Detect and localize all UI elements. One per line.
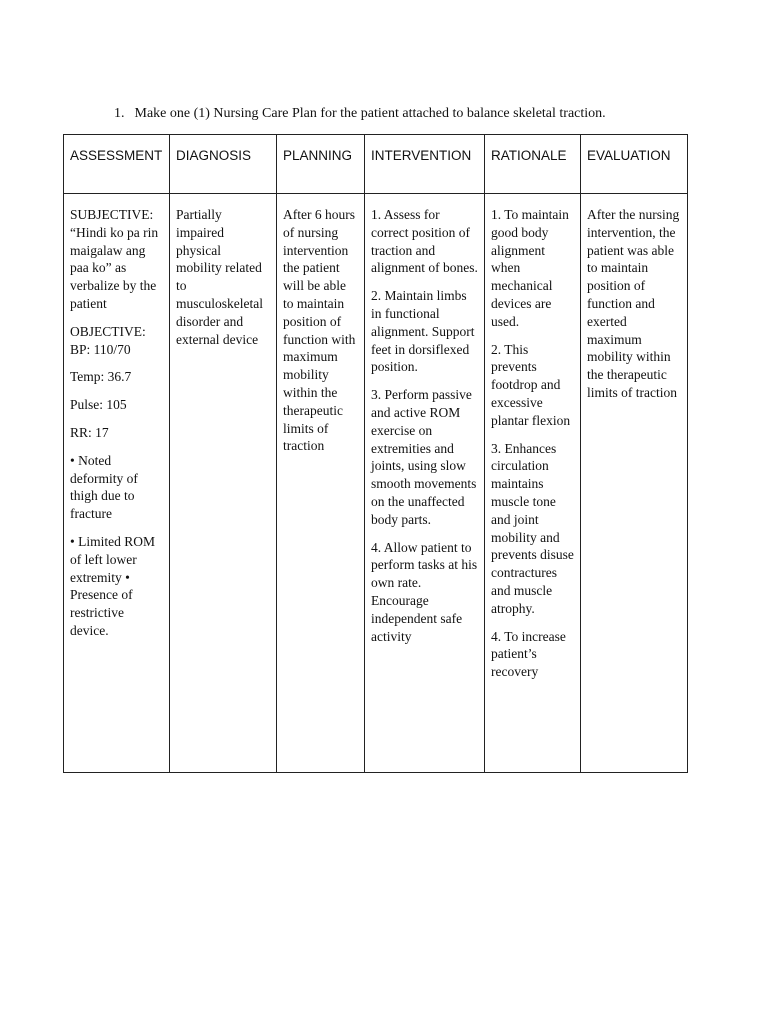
objective-bp: OBJECTIVE: BP: 110/70 xyxy=(70,323,146,357)
header-rationale: RATIONALE xyxy=(485,135,581,194)
intervention-item: 1. Assess for correct position of traction and alignment of bones. xyxy=(371,207,478,276)
question-line xyxy=(114,106,606,122)
diagnosis-text: Partially impaired physical mobility related to musculoskeletal disorder and external device xyxy=(176,207,263,347)
objective-pulse: Pulse: 105 xyxy=(70,397,127,413)
question-text: Make one (1) Nursing Care Plan for the patient attached to balance skeletal traction. xyxy=(134,106,606,121)
intervention-item: 4. Allow patient to perform tasks at his own rate. Encourage independent safe activity xyxy=(371,539,478,644)
finding-limited-rom: • Limited ROM of left lower extremity • Presence of restrictive device. xyxy=(70,533,155,638)
rationale-item: 4. To increase patient’s recovery xyxy=(491,628,566,680)
table-header-row xyxy=(64,135,688,194)
objective-rr: RR: 17 xyxy=(70,424,109,440)
intervention-item: 2. Maintain limbs in functional alignment. Support feet in dorsiflexed position. xyxy=(371,288,475,375)
intervention-item: 3. Perform passive and active ROM exercise on extremities and joints, using slow smooth movements on the unaffected body parts. xyxy=(371,387,477,527)
header-planning: PLANNING xyxy=(277,135,365,194)
header-assessment: ASSESSMENT xyxy=(64,135,170,194)
evaluation-text: After the nursing intervention, the patient was able to maintain position of function and exerted maximum mobility within the therapeutic limits of traction xyxy=(587,207,680,400)
rationale-item: 3. Enhances circulation maintains muscle tone and joint mobility and prevents disuse contractures and muscle atrophy. xyxy=(491,440,574,616)
planning-text: After 6 hours of nursing intervention the patient will be able to maintain position of function with maximum mobility within the therapeutic limits of traction xyxy=(283,207,356,454)
planning-cell xyxy=(277,194,365,773)
header-intervention: INTERVENTION xyxy=(365,135,485,194)
rationale-item: 2. This prevents footdrop and excessive plantar flexion xyxy=(491,341,571,428)
header-evaluation: EVALUATION xyxy=(581,135,688,194)
question-number: 1. xyxy=(114,106,125,121)
evaluation-cell xyxy=(581,194,688,773)
rationale-item: 1. To maintain good body alignment when mechanical devices are used. xyxy=(491,207,569,329)
finding-deformity: • Noted deformity of thigh due to fracture xyxy=(70,452,138,522)
table-row xyxy=(64,194,688,773)
subjective-data: SUBJECTIVE: “Hindi ko pa rin maigalaw ang paa ko” as verbalize by the patient xyxy=(70,207,159,311)
assessment-cell xyxy=(64,194,170,773)
diagnosis-cell xyxy=(170,194,277,773)
nursing-care-plan-table xyxy=(63,134,688,773)
rationale-cell xyxy=(485,194,581,773)
objective-temp: Temp: 36.7 xyxy=(70,369,132,385)
header-diagnosis: DIAGNOSIS xyxy=(170,135,277,194)
intervention-cell xyxy=(365,194,485,773)
